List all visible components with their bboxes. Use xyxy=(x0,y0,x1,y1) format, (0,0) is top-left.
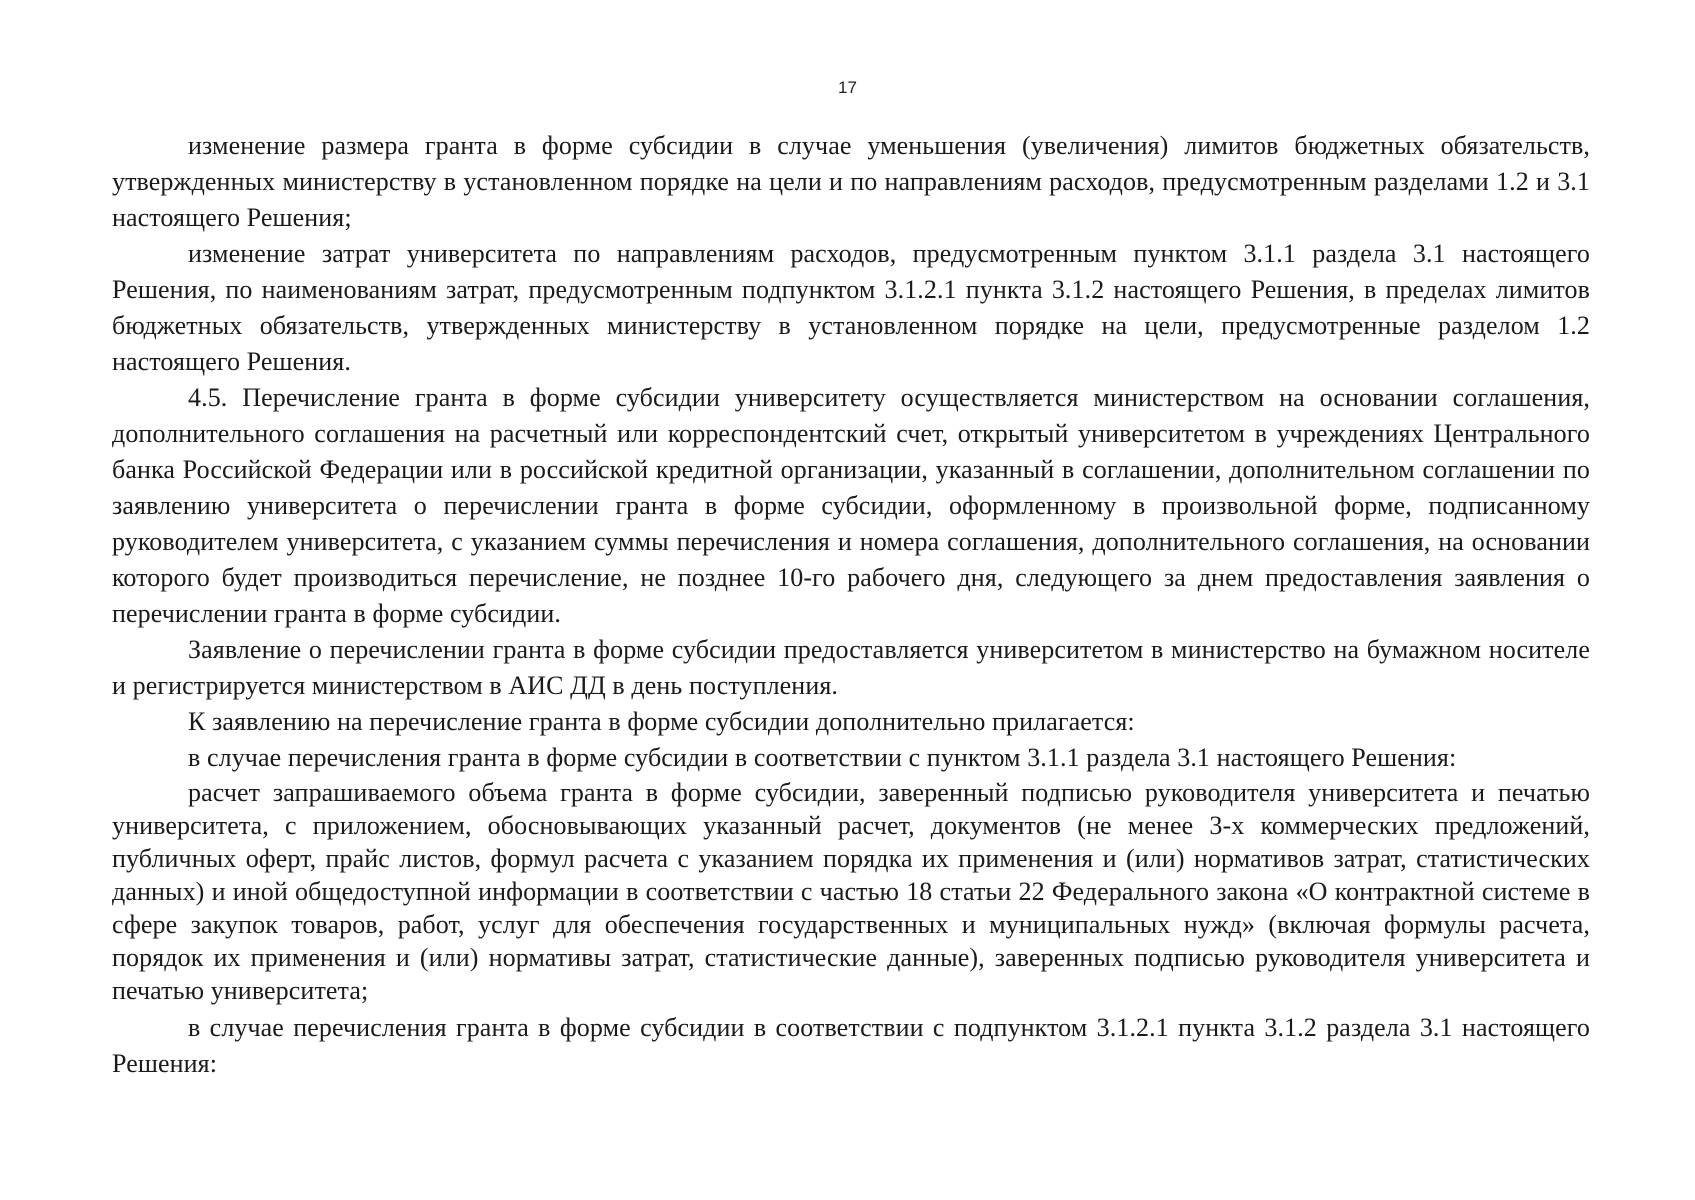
paragraph-attachments-intro: К заявлению на перечисление гранта в форме субсидии дополнительно прилагается: xyxy=(188,707,1135,736)
paragraph-case-3-1-2-1: в случае перечисления гранта в форме субсидии в соответствии с подпунктом 3.1.2.1 пункта 3.1.2 раздела 3.1 настоящего Решения: xyxy=(112,1013,1590,1078)
document-body xyxy=(112,128,1590,1082)
page-number: 17 xyxy=(838,78,857,97)
paragraph-budget-limits-change: изменение размера гранта в форме субсидии в случае уменьшения (увеличения) лимитов бюджетных обязательств, утвержденных министерству в установленном порядке на цели и по направлениям расходов, предусмотренным разделами 1.2 и 3.1 настоящего Решения; xyxy=(112,131,1590,232)
paragraph-university-costs-change: изменение затрат университета по направлениям расходов, предусмотренным пунктом 3.1.1 раздела 3.1 настоящего Решения, по наименованиям затрат, предусмотренным подпунктом 3.1.2.1 пункта 3.1.2 настоящего Решения, в пределах лимитов бюджетных обязательств, утвержденных министерству в установленном порядке на цели, предусмотренные разделом 1.2 настоящего Решения. xyxy=(112,239,1590,376)
paragraph-application-registration: Заявление о перечислении гранта в форме субсидии предоставляется университетом в министерство на бумажном носителе и регистрируется министерством в АИС ДД в день поступления. xyxy=(112,635,1590,700)
paragraph-4-5-grant-transfer: 4.5. Перечисление гранта в форме субсидии университету осуществляется министерством на основании соглашения, дополнительного соглашения на расчетный или корреспондентский счет, открытый университетом в учреждениях Центрального банка Российской Федерации или в российской кредитной организации, указанный в соглашении, дополнительном соглашении по заявлению университета о перечислении гранта в форме субсидии, оформленному в произвольной форме, подписанному руководителем университета, с указанием суммы перечисления и номера соглашения, дополнительного соглашения, на основании которого будет производиться перечисление, не позднее 10-го рабочего дня, следующего за днем предоставления заявления о перечислении гранта в форме субсидии. xyxy=(112,383,1590,628)
paragraph-calculation-requirements: расчет запрашиваемого объема гранта в форме субсидии, заверенный подписью руководителя университета и печатью университета, с приложением, обосновывающих указанный расчет, документов (не менее 3-х коммерческих предложений, публичных оферт, прайс листов, формул расчета с указанием порядка их применения и (или) нормативов затрат, статистических данных) и иной общедоступной информации в соответствии с частью 18 статьи 22 Федерального закона «О контрактной системе в сфере закупок товаров, работ, услуг для обеспечения государственных и муниципальных нужд» (включая формулы расчета, порядок их применения и (или) нормативы затрат, статистические данные), заверенных подписью руководителя университета и печатью университета; xyxy=(112,778,1590,1005)
paragraph-case-3-1-1: в случае перечисления гранта в форме субсидии в соответствии с пунктом 3.1.1 раздела 3.1 настоящего Решения: xyxy=(188,743,1457,772)
